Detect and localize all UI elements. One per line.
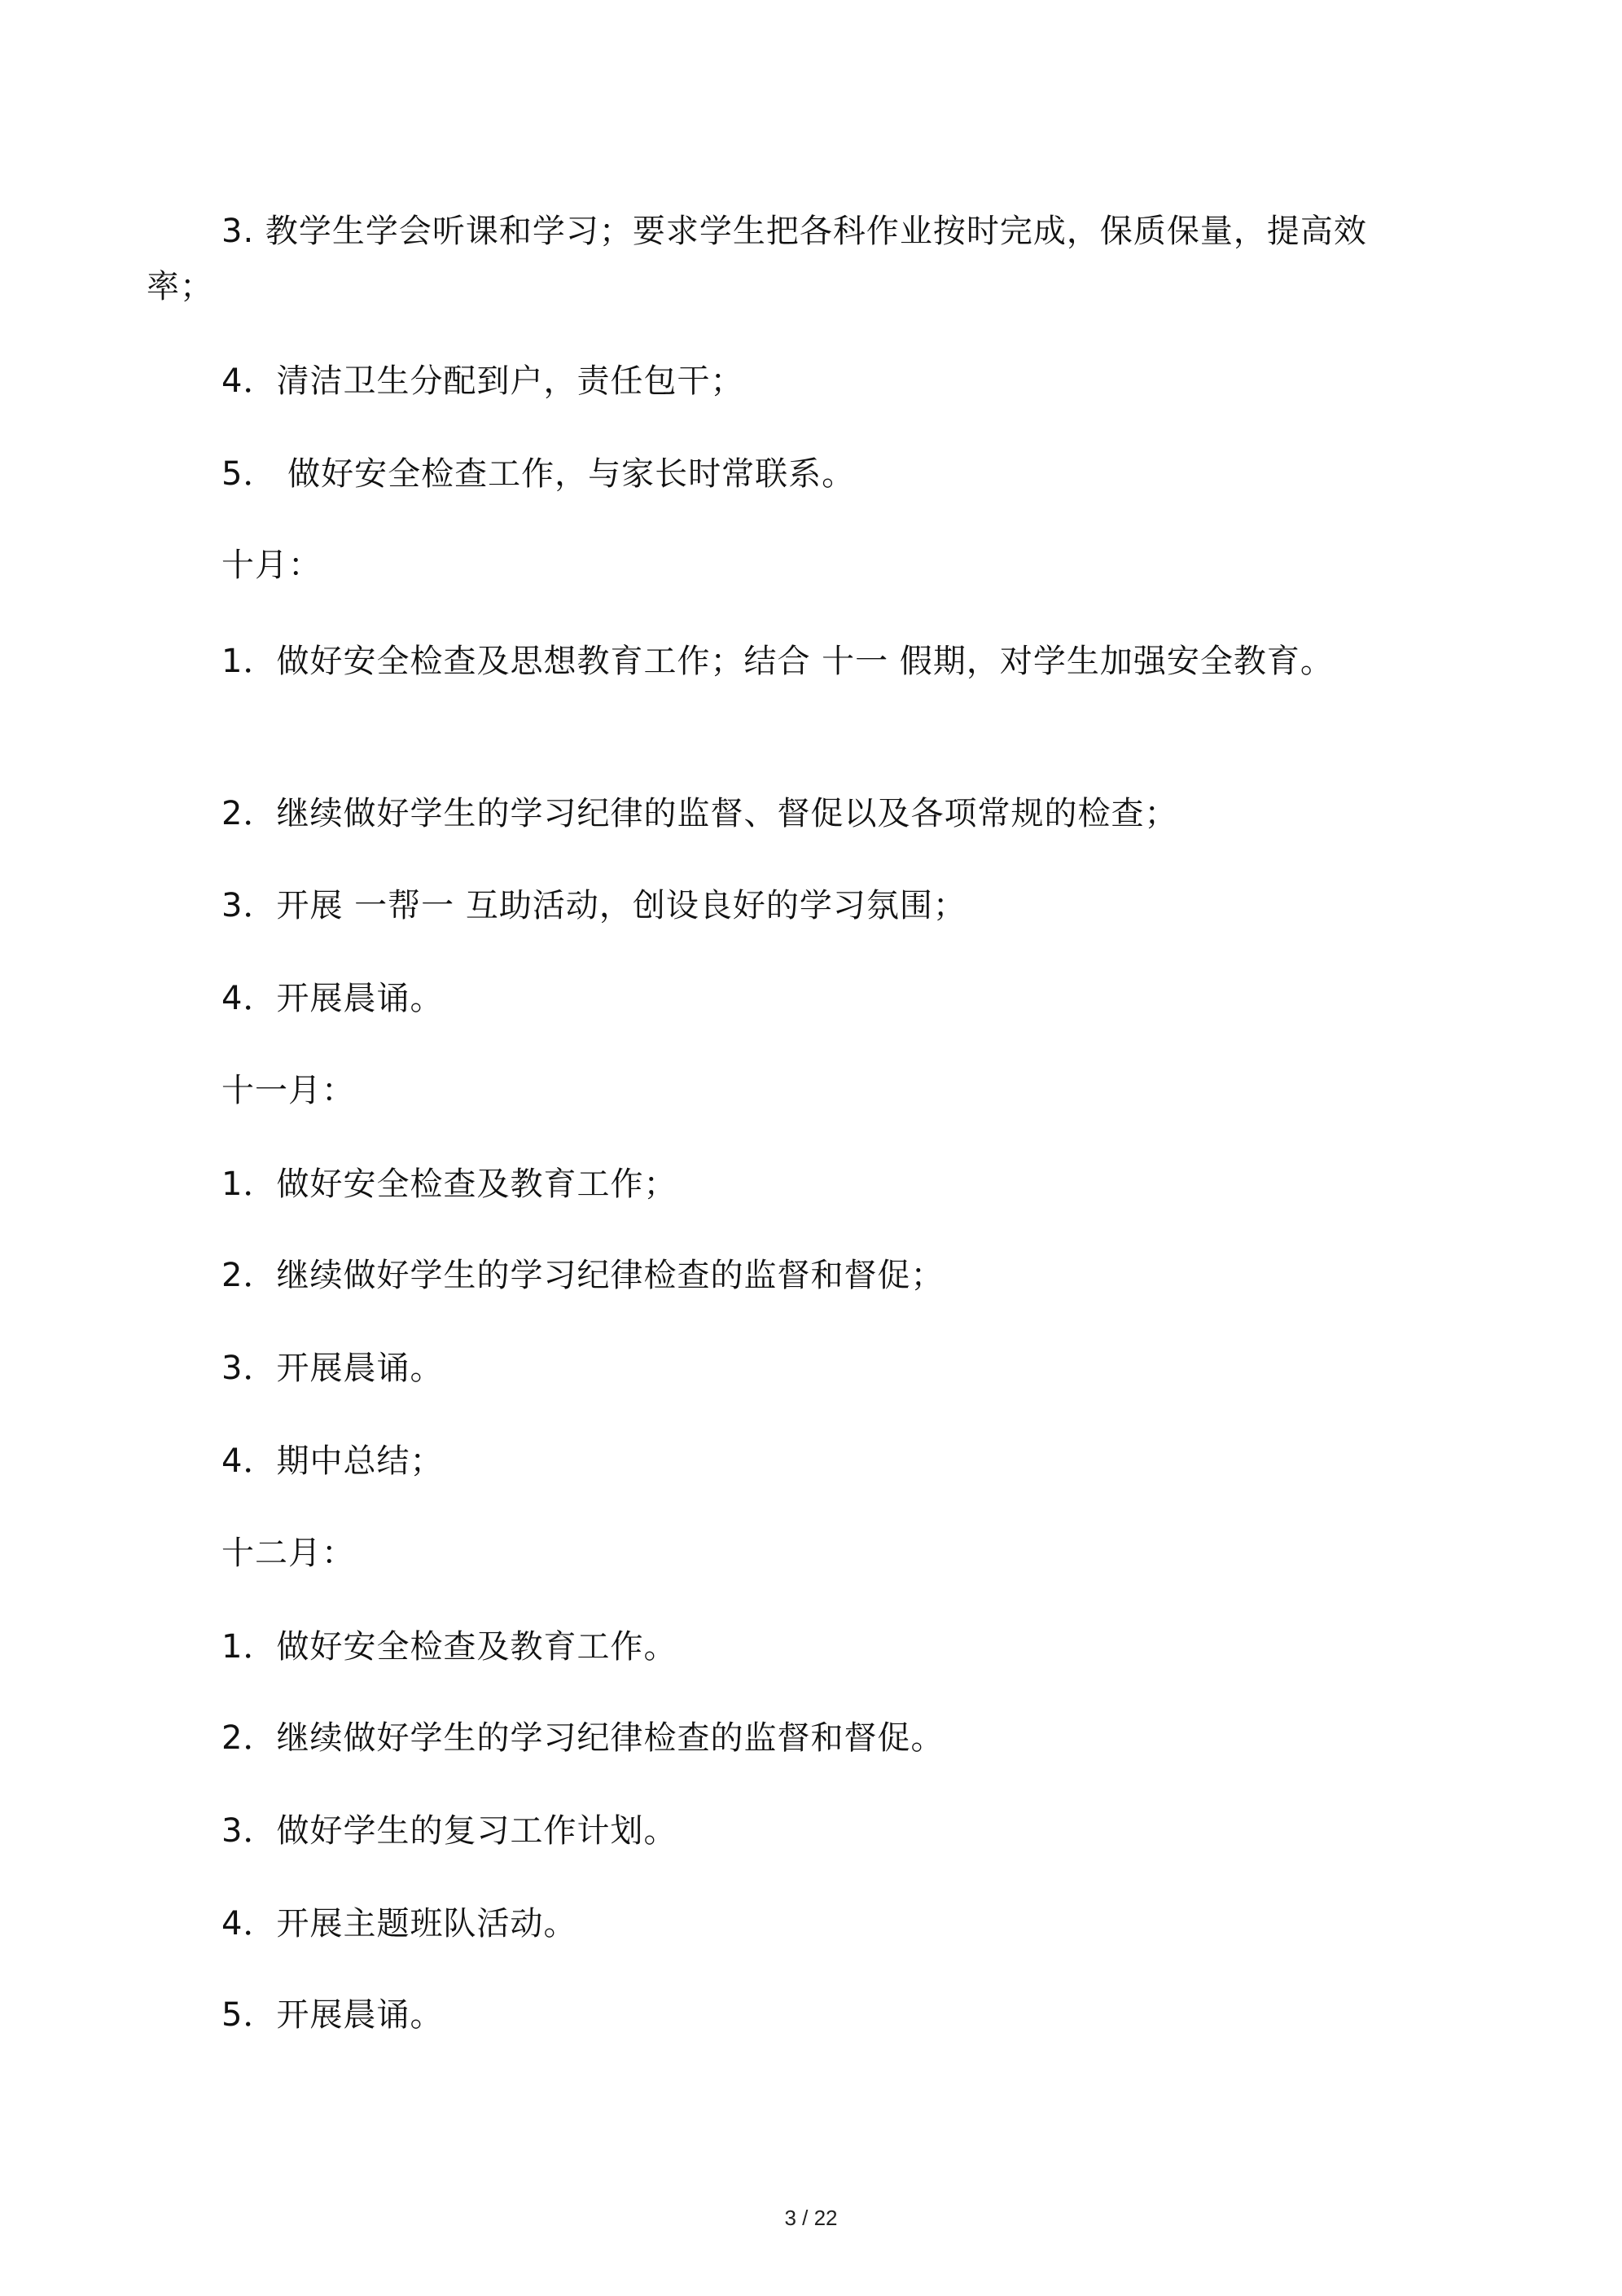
section-heading-november: 十一月：: [221, 1072, 355, 1109]
paragraph-november-1: 1．做好安全检查及教育工作；: [221, 1166, 677, 1203]
paragraph-december-5: 5．开展晨诵。: [221, 1996, 444, 2034]
paragraph-november-2: 2．继续做好学生的学习纪律检查的监督和督促；: [221, 1257, 945, 1294]
section-heading-october: 十月：: [221, 547, 322, 584]
paragraph-item-5: 5． 做好安全检查工作，与家长时常联系。: [221, 455, 856, 493]
paragraph-october-4: 4．开展晨诵。: [221, 980, 444, 1017]
paragraph-november-3: 3．开展晨诵。: [221, 1350, 444, 1387]
paragraph-october-3: 3．开展 一帮一 互助活动，创设良好的学习氛围；: [221, 887, 967, 924]
paragraph-october-2: 2．继续做好学生的学习纪律的监督、督促以及各项常规的检查；: [221, 795, 1178, 832]
paragraph-december-4: 4．开展主题班队活动。: [221, 1905, 577, 1943]
paragraph-december-2: 2．继续做好学生的学习纪律检查的监督和督促。: [221, 1719, 945, 1757]
paragraph-december-3: 3．做好学生的复习工作计划。: [221, 1812, 677, 1850]
paragraph-november-4: 4．期中总结；: [221, 1442, 444, 1480]
paragraph-october-1: 1．做好安全检查及思想教育工作；结合 十一 假期，对学生加强安全教育。: [221, 643, 1334, 680]
page-number: 3 / 22: [784, 2206, 838, 2230]
paragraph-item-4: 4．清洁卫生分配到户，责任包干；: [221, 362, 744, 400]
section-heading-december: 十二月：: [221, 1534, 355, 1572]
paragraph-december-1: 1．做好安全检查及教育工作。: [221, 1628, 677, 1666]
paragraph-item-3: 3. 教学生学会听课和学习；要求学生把各科作业按时完成，保质保量，提高效率；: [147, 213, 1367, 305]
